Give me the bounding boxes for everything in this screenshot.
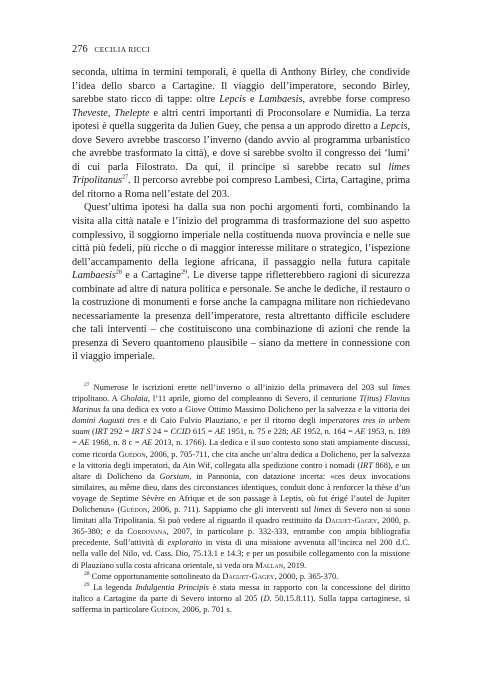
- italic-term: Lepcis: [380, 121, 408, 133]
- page-number: 276: [72, 44, 88, 55]
- text-run: e di Caio Fulvio Plauziano, e per il ritorno degli: [140, 415, 320, 426]
- text-run: 1952, n. 164 =: [301, 426, 356, 437]
- footnote-27: [72, 382, 410, 571]
- text-run: , avrebbe forse compreso: [302, 94, 410, 106]
- italic-term: AE: [214, 426, 226, 437]
- text-run: 50.15.8.11). Sulla tappa cartaginese, si sofferma in particolare: [72, 592, 410, 614]
- italic-term: Lepcis: [219, 94, 246, 106]
- italic-term: limes: [313, 504, 332, 515]
- text-run: La legenda: [89, 581, 136, 592]
- italic-term: domini Augusti tres: [72, 415, 141, 426]
- footnote-29: [72, 582, 410, 615]
- text-run: e a Cartagine: [121, 270, 182, 282]
- italic-term: imperatores tres in urbem suam: [72, 415, 410, 437]
- italic-term: IRT: [94, 426, 108, 437]
- text-run: 292 =: [107, 426, 132, 437]
- italic-term: AE: [79, 437, 90, 448]
- cited-author: Guédon: [118, 448, 146, 459]
- text-run: 615 =: [190, 426, 215, 437]
- footnote-number: 29: [84, 581, 90, 588]
- italic-term: Indulgentia Principis: [135, 581, 209, 592]
- text-run: 24 =: [150, 426, 171, 437]
- text-run: 1968, n. 8 c =: [89, 437, 142, 448]
- italic-term: Lambaesis: [258, 94, 303, 106]
- footnote-ref[interactable]: 29: [181, 269, 188, 276]
- italic-term: limes Tripolitanus: [72, 161, 410, 187]
- italic-term: AE: [355, 426, 366, 437]
- footnote-ref[interactable]: 27: [122, 174, 129, 181]
- text-run: 1953, n. 189 =: [72, 426, 411, 448]
- footnote-ref[interactable]: 28: [115, 269, 122, 276]
- cited-author: Cordovana: [127, 526, 167, 537]
- cited-author: Guédon: [150, 603, 178, 614]
- italic-term: AE: [141, 437, 153, 448]
- italic-term: CCID: [170, 426, 191, 437]
- italic-term: Gorsium: [159, 470, 190, 481]
- italic-term: T(itus) Flavius Marinus: [72, 393, 411, 415]
- text-run: . Il percorso avrebbe poi compreso Lambesi, Cirta, Cartagine, prima del ritorno a Roma nell’estate del 203.: [72, 175, 410, 200]
- text-run: . Le diverse tappe rifletterebbero ragioni di sicurezza combinate ad altre di natura politica e personale. Se anche le dediche, il restauro o la costruzione di monumenti e forse anche la campagna militare non richiedevano necessariamente la presenza dell’imperatore, resta altrettanto difficile escludere che tali interventi – che costituiscono una combinazione di azioni che rende la presenza di Severo quantomeno plausibile – siano da mettere in connessione con il viaggio imperiale.: [72, 270, 410, 363]
- text-run: 2013, n. 1766). La dedica e il suo contesto sono stati ampiamente discussi, come ricorda: [72, 437, 410, 459]
- italic-term: Lambaesis: [72, 270, 116, 282]
- text-run: , dove Severo avrebbe trascorso l’inverno (dando avvio al programma urbanistico che avrebbe trasformato la città), e dove si sarebbe svolto il congresso dei ‘lumi’ di cui parla Filostrato. Da qui, il principe si sarebbe recato sul: [72, 121, 410, 173]
- text-run: fa una dedica ex voto a Giove Ottimo Massimo Dolicheno per la salvezza e la vittoria dei: [100, 404, 410, 415]
- running-head-author: CECILIA RICCI: [94, 45, 150, 54]
- text-run: , 2006, p. 711). Sappiamo che gli interventi sul: [147, 504, 314, 515]
- paragraph-1: [72, 66, 410, 201]
- running-header: [72, 44, 412, 55]
- italic-term: D.: [263, 592, 272, 603]
- text-run: 868), e un altare di Dolicheno da: [72, 459, 410, 481]
- text-run: tripolitano. A: [72, 393, 121, 404]
- main-text: [72, 66, 410, 364]
- footnote-28: [72, 571, 410, 582]
- text-run: Quest’ultima ipotesi ha dalla sua non pochi argomenti forti, combinando la visita alla città natale e l’inizio del programma di trasformazione del suo aspetto complessivo, il soggiorno imperiale nella costituenda nuova provincia e nelle sue città più fedeli, più ricche o di maggior interesse militare o strategico, l’ispezione dell’accampamento della legione africana, il passaggio nella futura capitale: [72, 202, 410, 268]
- footnotes: [72, 382, 410, 615]
- text-run: di Severo non si sono limitati alla Tripolitania. Si può vedere al riguardo il quadro restituito da: [72, 504, 410, 526]
- cited-author: Mallan: [255, 559, 284, 570]
- text-run: , 2006, p. 705-711, che cita anche un’altra dedica a Dolicheno, per la salvezza e la vittoria degli imperatori, da Ain Wif, collegata alla spedizione contro i nomadi (: [72, 448, 410, 470]
- paragraph-2: [72, 201, 410, 364]
- text-run: , 2006, p. 701 s.: [177, 603, 232, 614]
- italic-term: limes: [392, 382, 410, 392]
- text-run: è stata messa in rapporto con la concessione del diritto italico a Cartagine da parte di Severo intorno al 205 (: [72, 581, 410, 603]
- text-run: Numerose le iscrizioni erette nell’inverno o all’inizio della primavera del 203 sul: [89, 382, 393, 392]
- cited-author: Daguet-Gagey: [325, 515, 378, 526]
- text-run: , l’11 aprile, giorno del compleanno di Severo, il centurione: [147, 393, 360, 404]
- footnote-number: 27: [84, 382, 90, 389]
- italic-term: Gholaia: [120, 393, 148, 404]
- footnote-number: 28: [84, 570, 90, 577]
- cited-author: Daguet-Gagey: [222, 570, 275, 581]
- italic-term: exploratio: [167, 537, 203, 548]
- text-run: (: [89, 426, 95, 437]
- text-run: e: [246, 94, 259, 106]
- text-run: , in Pannonia, con datazione incerta: «ces deux invocations similaires, au même dieu, dans des circonstances identiques, conduit donc à renforcer la thèse d’un voyage de Septime Sévère en Afrique et de son passage à Leptis, où fut érigé l’autel de Jupiter Dolichenus» (: [72, 470, 410, 515]
- text-run: in vista di una missione avvenuta all’incirca nel 200 d.C. nella valle del Nilo, vd. Cass. Dio, 75.13.1 e 14.3; e per un possibile collegamento con la missione di Plauziano sulla costa africana orientale, si veda ora: [72, 537, 410, 570]
- text-run: seconda, ultima in termini temporali, è quella di Anthony Birley, che condivide l’idea dello sbarco a Cartagine. Il viaggio dell’imperatore, secondo Birley, sarebbe stato ricco di tappe: oltre: [72, 67, 410, 106]
- text-run: 1951, n. 75 e 228;: [225, 426, 291, 437]
- cited-author: Guédon: [120, 504, 148, 515]
- text-run: , 2019.: [283, 559, 307, 570]
- text-run: , 2000, p. 365-380; e da: [72, 515, 411, 537]
- italic-term: IRT S: [131, 426, 151, 437]
- text-run: Come opportunamente sottolineato da: [89, 570, 223, 581]
- italic-term: AE: [290, 426, 302, 437]
- text-run: , 2007, in particolare p. 332-333, entrambe con ampia bibliografia precedente. Sull’attività di: [72, 526, 410, 548]
- italic-term: Theveste, Thelepte: [72, 107, 150, 119]
- text-run: , 2000, p. 365-370.: [274, 570, 339, 581]
- text-run: e altri centri importanti di Proconsolare e Numidia. La terza ipotesi è quella suggerita da Julien Guey, che pensa a un approdo diretto a: [72, 107, 411, 133]
- italic-term: IRT: [360, 459, 373, 470]
